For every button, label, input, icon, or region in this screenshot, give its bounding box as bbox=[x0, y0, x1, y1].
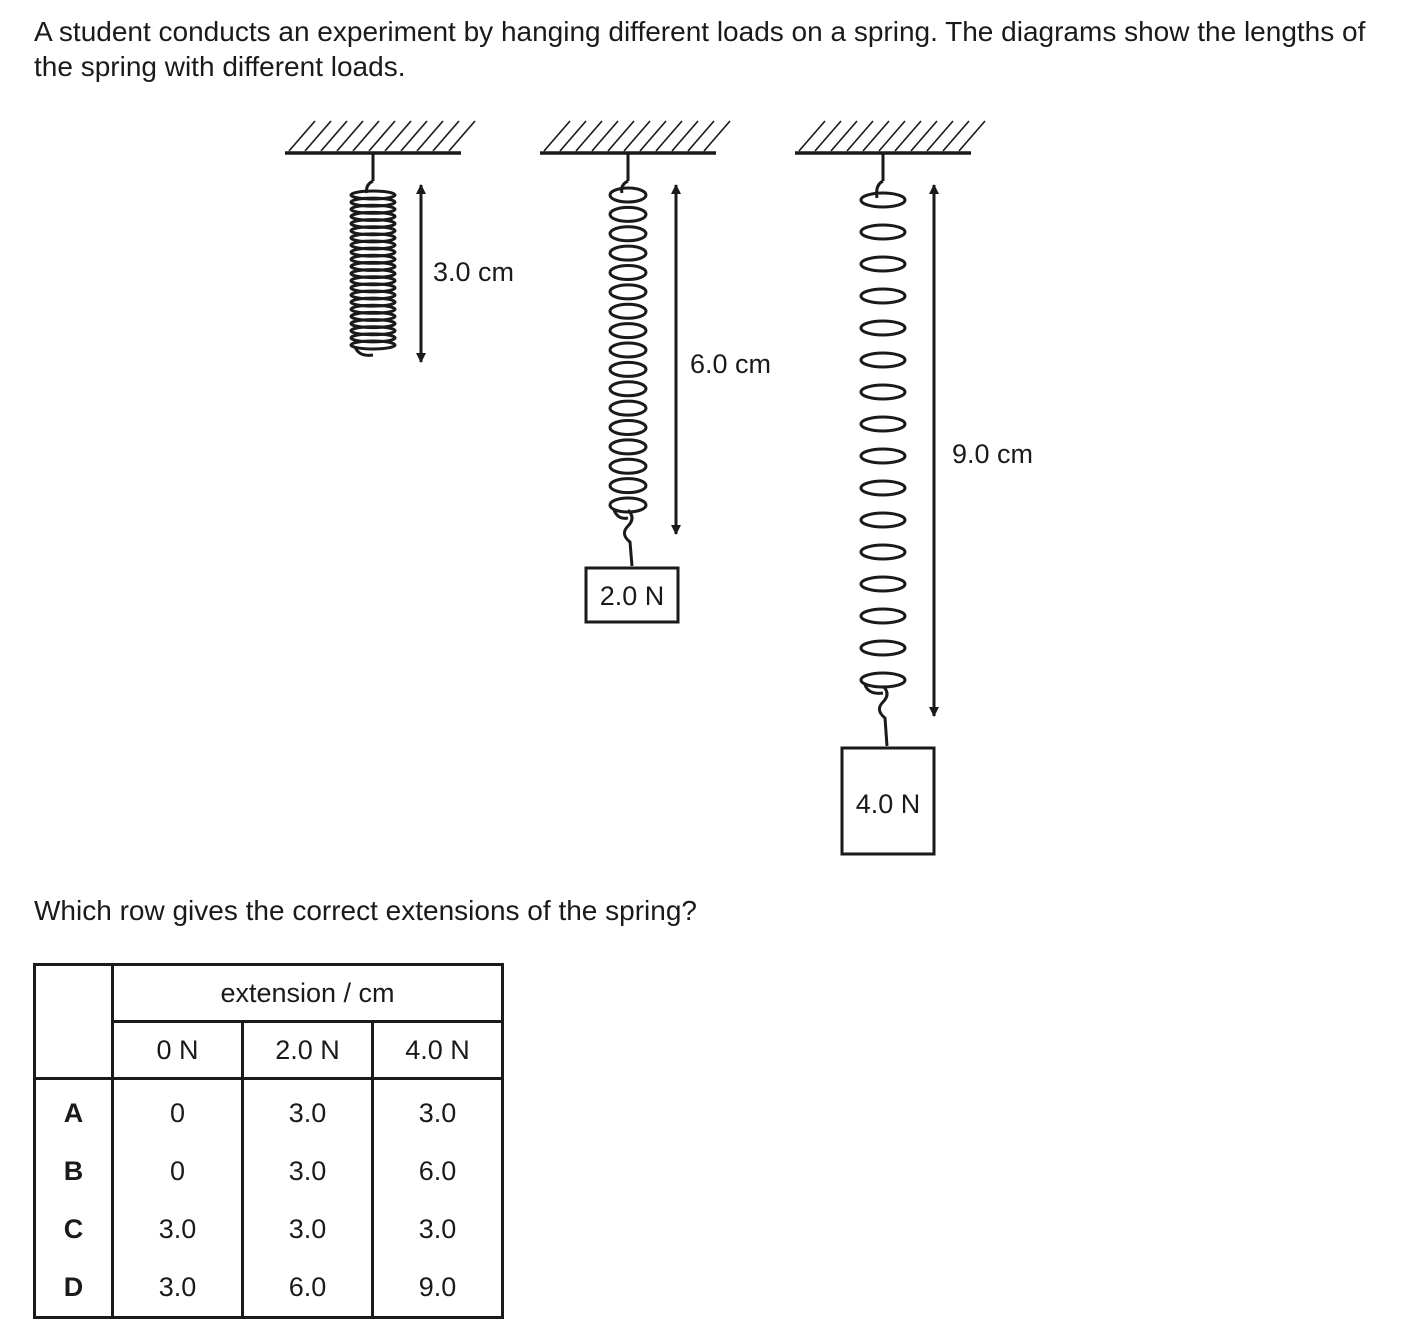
row-label-c: C bbox=[35, 1200, 113, 1258]
table-corner bbox=[35, 965, 113, 1079]
column-header-2n: 2.0 N bbox=[243, 1022, 373, 1079]
cell-value: 3.0 bbox=[243, 1200, 373, 1258]
cell-value: 0 bbox=[113, 1079, 243, 1143]
spring-diagram-2 bbox=[540, 121, 771, 622]
table-row bbox=[35, 1200, 503, 1258]
ceiling-support-1 bbox=[285, 121, 475, 181]
ceiling-support-2 bbox=[540, 121, 730, 181]
question-text: Which row gives the correct extensions of the spring? bbox=[34, 895, 697, 926]
spring-diagram-1 bbox=[285, 121, 514, 362]
cell-value: 6.0 bbox=[243, 1258, 373, 1318]
table-header-extension: extension / cm bbox=[113, 965, 503, 1022]
load-label-2: 2.0 N bbox=[599, 581, 665, 611]
length-label-2: 6.0 cm bbox=[690, 349, 772, 379]
ceiling-support-3 bbox=[795, 121, 985, 181]
cell-value: 9.0 bbox=[373, 1258, 503, 1318]
column-header-4n: 4.0 N bbox=[373, 1022, 503, 1079]
cell-value: 3.0 bbox=[243, 1142, 373, 1200]
length-label-1: 3.0 cm bbox=[433, 257, 515, 287]
answer-table bbox=[33, 963, 504, 1319]
table-row bbox=[35, 1142, 503, 1200]
table-row bbox=[35, 1258, 503, 1318]
spring-diagram-3 bbox=[795, 121, 1033, 854]
spring-coil-2 bbox=[610, 181, 646, 518]
cell-value: 3.0 bbox=[243, 1079, 373, 1143]
cell-value: 3.0 bbox=[373, 1200, 503, 1258]
length-label-3: 9.0 cm bbox=[952, 439, 1034, 469]
cell-value: 6.0 bbox=[373, 1142, 503, 1200]
hook-3 bbox=[879, 686, 887, 746]
row-label-b: B bbox=[35, 1142, 113, 1200]
spring-coil-1 bbox=[351, 181, 395, 355]
row-label-d: D bbox=[35, 1258, 113, 1318]
spring-coil-3 bbox=[861, 181, 905, 693]
column-header-0n: 0 N bbox=[113, 1022, 243, 1079]
cell-value: 0 bbox=[113, 1142, 243, 1200]
row-label-a: A bbox=[35, 1079, 113, 1143]
cell-value: 3.0 bbox=[113, 1200, 243, 1258]
table-row bbox=[35, 1079, 503, 1143]
intro-text: A student conducts an experiment by hanging different loads on a spring. The diagrams show the lengths of the spring with different loads. bbox=[34, 16, 1366, 82]
cell-value: 3.0 bbox=[373, 1079, 503, 1143]
cell-value: 3.0 bbox=[113, 1258, 243, 1318]
load-label-3: 4.0 N bbox=[855, 789, 921, 819]
